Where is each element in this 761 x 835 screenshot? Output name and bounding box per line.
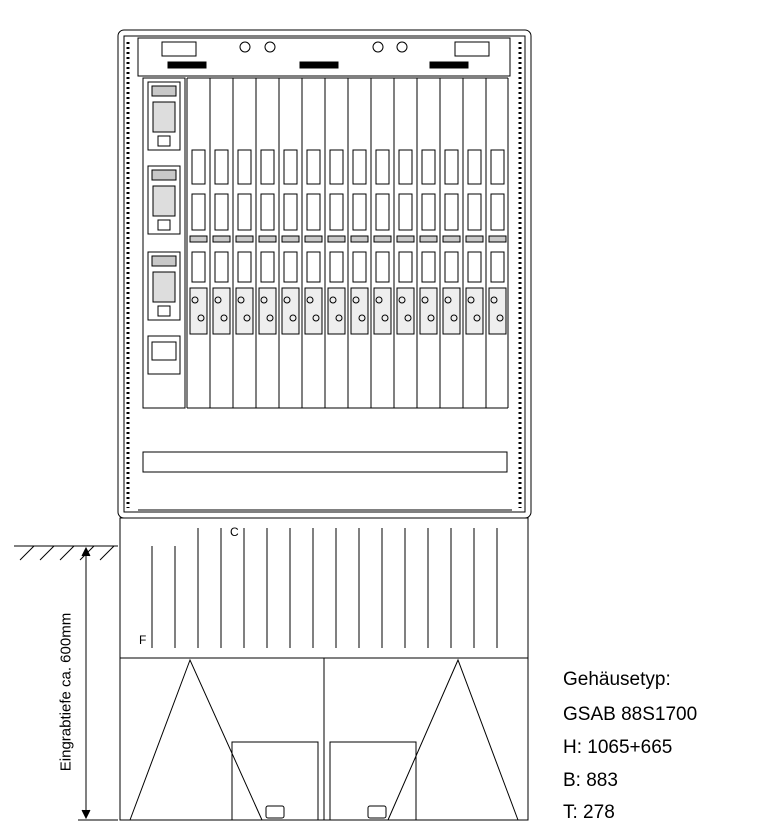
- breaker-column: [302, 78, 322, 408]
- breaker-column: [394, 78, 414, 408]
- breaker-column: [256, 78, 276, 408]
- spec-height: H: 1065+665: [563, 737, 673, 758]
- breaker-column: [348, 78, 368, 408]
- spec-model: GSAB 88S1700: [563, 704, 698, 725]
- breaker-column: [210, 78, 230, 408]
- marker-c: C: [230, 525, 239, 539]
- spec-width: B: 883: [563, 770, 618, 791]
- plinth: [120, 518, 528, 658]
- breaker-column: [463, 78, 483, 408]
- breaker-column: [371, 78, 391, 408]
- breaker-column: [279, 78, 299, 408]
- breaker-column: [486, 78, 506, 408]
- breaker-column: [187, 78, 207, 408]
- nh-fuse-3: [148, 252, 180, 320]
- breaker-column: [417, 78, 437, 408]
- breaker-column: [440, 78, 460, 408]
- spec-title: Gehäusetyp:: [563, 669, 671, 690]
- top-rail: [138, 38, 510, 76]
- breaker-column: [233, 78, 253, 408]
- marker-f: F: [139, 633, 147, 647]
- nh-fuse-2: [148, 166, 180, 234]
- nh-fuse-1: [148, 82, 180, 150]
- breaker-column: [325, 78, 345, 408]
- spec-depth: T: 278: [563, 802, 615, 823]
- label-strip: [143, 452, 507, 472]
- burial-depth-label: Eingrabtiefe ca. 600mm: [57, 612, 75, 772]
